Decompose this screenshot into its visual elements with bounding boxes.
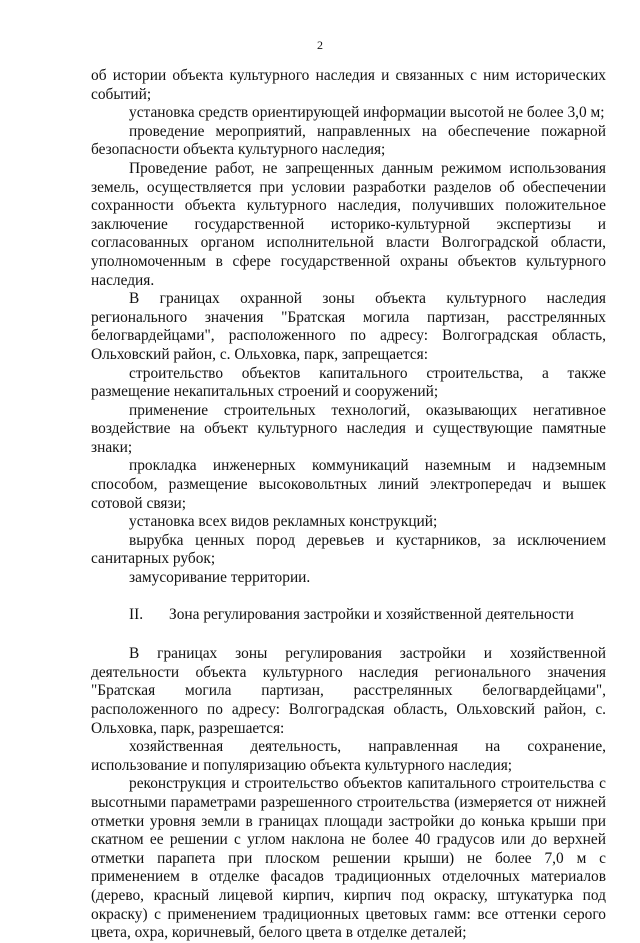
paragraphs-before-section — [91, 67, 606, 588]
paragraph: прокладка инженерных коммуникаций наземным и надземным способом, размещение высоковольтных линий электропередач и вышек сотовой связи; — [91, 457, 606, 512]
section-title: Зона регулирования застройки и хозяйственной деятельности — [169, 605, 574, 623]
section-heading — [91, 606, 606, 625]
document-body — [91, 67, 606, 943]
page-number: 2 — [317, 38, 323, 52]
paragraph: В границах зоны регулирования застройки и хозяйственной деятельности объекта культурного наследия регионального значения "Братская могила партизан, расстрелянных белогвардейцами", расположенного по адресу: Волгоградская область, Ольховский район, с. Ольховка, парк, разрешается: — [91, 645, 606, 737]
paragraph: хозяйственная деятельность, направленная на сохранение, использование и популяризацию объекта культурного наследия; — [91, 738, 606, 774]
paragraph: установка средств ориентирующей информации высотой не более 3,0 м; — [129, 104, 605, 122]
paragraph: вырубка ценных пород деревьев и кустарников, за исключением санитарных рубок; — [91, 531, 606, 568]
paragraph: строительство объектов капитального строительства, а также размещение некапитальных строений и сооружений; — [91, 364, 606, 401]
paragraph: об истории объекта культурного наследия и связанных с ним исторических событий; — [91, 67, 606, 103]
paragraph: проведение мероприятий, направленных на обеспечение пожарной безопасности объекта культурного наследия; — [91, 122, 606, 159]
paragraph: В границах охранной зоны объекта культурного наследия регионального значения "Братская могила партизан, расстрелянных белогвардейцами", расположенного по адресу: Волгоградская область, Ольховский район, с. Ольховка, парк, запрещается: — [91, 290, 606, 363]
paragraph: применение строительных технологий, оказывающих негативное воздействие на объект культурного наследия и существующие памятные знаки; — [91, 401, 606, 456]
section-number: II. — [129, 605, 144, 623]
paragraph: реконструкция и строительство объектов капитального строительства с высотными параметрами разрешенного строительства (измеряется от нижней отметки уровня земли в границах площади застройки до конька крыши при скатном ее решении с углом наклона не более 40 градусов или до верхней отметки парапета при плоском решении крыши) не более 7,0 м с применением в отделке фасадов традиционных отделочных материалов (дерево, красный лицевой кирпич, кирпич под окраску, штукатурка под окраску) с применением традиционных цветовых гамм: все оттенки серого цвета, охра, коричневый, белого цвета в отделке деталей; — [91, 775, 606, 942]
paragraph: замусоривание территории. — [129, 569, 311, 587]
paragraph: установка всех видов рекламных конструкций; — [129, 513, 438, 531]
paragraph: Проведение работ, не запрещенных данным режимом использования земель, осуществляется при условии разработки разделов об обеспечении сохранности объекта культурного наследия, получивших положительное заключение государственной историко-культурной экспертизы и согласованных органом исполнительной власти Волгоградской области, уполномоченным в сфере государственной охраны объектов культурного наследия. — [91, 159, 606, 289]
paragraphs-after-section — [91, 645, 606, 943]
